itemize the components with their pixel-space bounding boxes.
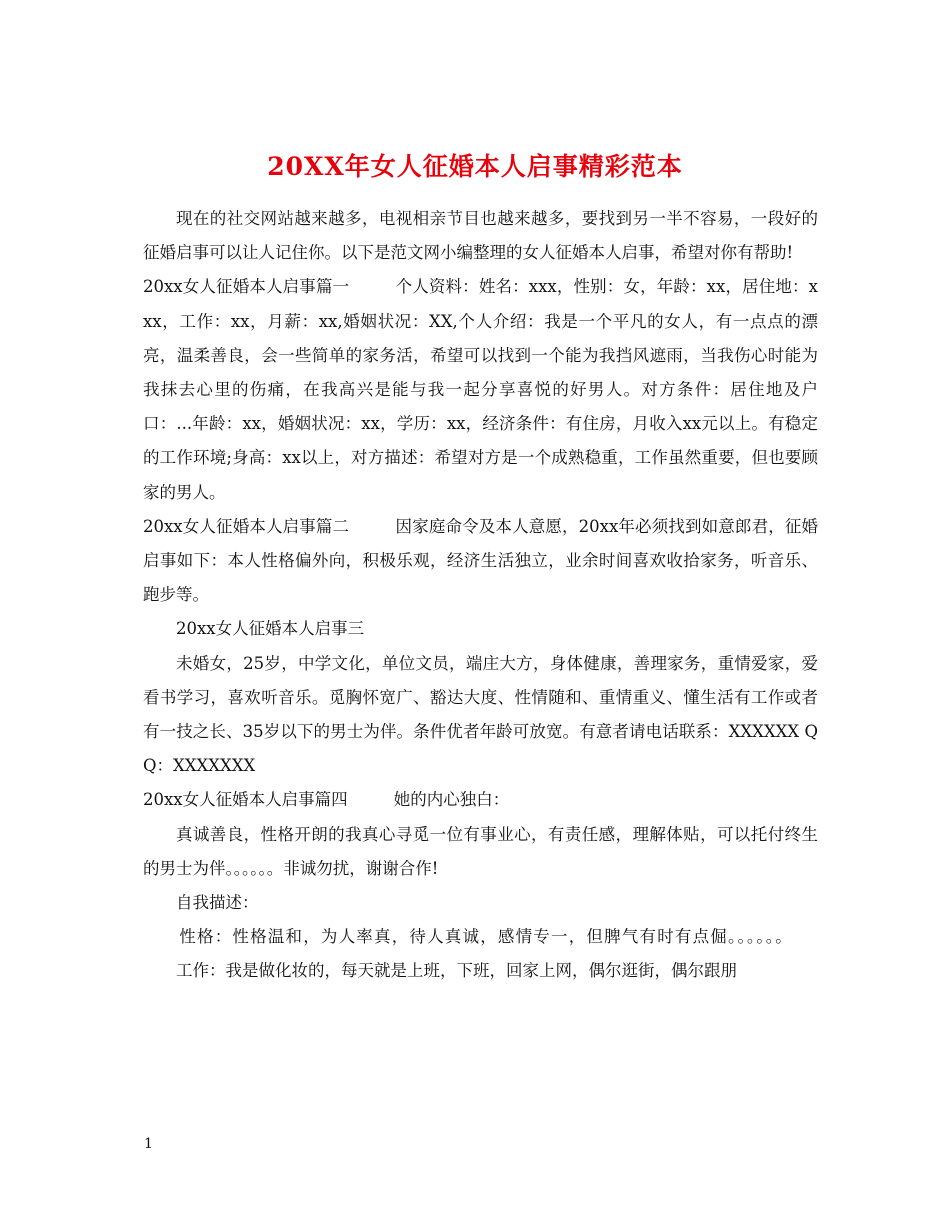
section-two-heading: 20xx女人征婚本人启事篇二: [143, 516, 350, 536]
personality-text: 性格：性格温和，为人率真，待人真诚，感情专一，但脾气有时有点倔。。。。。。: [179, 927, 793, 947]
section-three-heading: 20xx女人征婚本人启事三: [176, 619, 365, 639]
page-number: 1: [144, 1136, 153, 1152]
work-text: 工作：我是做化妆的，每天就是上班，下班，回家上网，偶尔逛街，偶尔跟朋: [176, 961, 737, 981]
monologue-label: 她的内心独白：: [393, 790, 510, 810]
document-title: 20XX年女人征婚本人启事精彩范本: [267, 151, 683, 181]
section-two-paragraph: [143, 510, 818, 613]
section-two-text: 因家庭命令及本人意愿，20xx年必须找到如意郎君，征婚启事如下：本人性格偏外向，积极乐观，经济生活独立，业余时间喜欢收拾家务，听音乐、跑步等。: [143, 516, 819, 605]
intro-paragraph: 现在的社交网站越来越多，电视相亲节目也越来越多，要找到另一半不容易，一段好的征婚启事可以让人记住你。以下是范文网小编整理的女人征婚本人启事，希望对你有帮助!: [143, 209, 818, 263]
section-one-text: 个人资料：姓名：xxx，性别：女，年龄：xx，居住地：xxx，工作：xx，月薪：xx,婚姻状况：XX,个人介绍：我是一个平凡的女人，有一点点的漂亮，温柔善良，会一些简单的家务活，希望可以找到一个能为我挡风遮雨，当我伤心时能为我抹去心里的伤痛，在我高兴是能与我一起分享喜悦的好男人。对方条件：居住地及户口：...年龄：xx，婚姻状况：xx，学历：xx，经济条件：有住房，月收入xx元以上。有稳定的工作环境;身高：xx以上，对方描述：希望对方是一个成熟稳重，工作虽然重要，但也要顾家的男人。: [143, 277, 818, 502]
document-body: [143, 202, 818, 989]
section-one-heading: 20xx女人征婚本人启事篇一: [143, 277, 350, 297]
self-description-label: 自我描述：: [176, 893, 259, 913]
section-three-text: 未婚女，25岁，中学文化，单位文员，端庄大方，身体健康，善理家务，重情爱家，爱看书学习，喜欢听音乐。觅胸怀宽广、豁达大度、性情随和、重情重义、懂生活有工作或者有一技之长、35岁以下的男士为伴。条件优者年龄可放宽。有意者请电话联系：XXXXXX QQ：XXXXXXX: [143, 653, 818, 776]
section-four-heading: 20xx女人征婚本人启事篇四: [143, 790, 348, 810]
section-one-paragraph: [143, 270, 818, 509]
section-four-paragraph: [143, 783, 818, 817]
monologue-text: 真诚善良，性格开朗的我真心寻觅一位有事业心，有责任感，理解体贴，可以托付终生的男士为伴。。。。。。非诚勿扰，谢谢合作!: [143, 824, 818, 878]
